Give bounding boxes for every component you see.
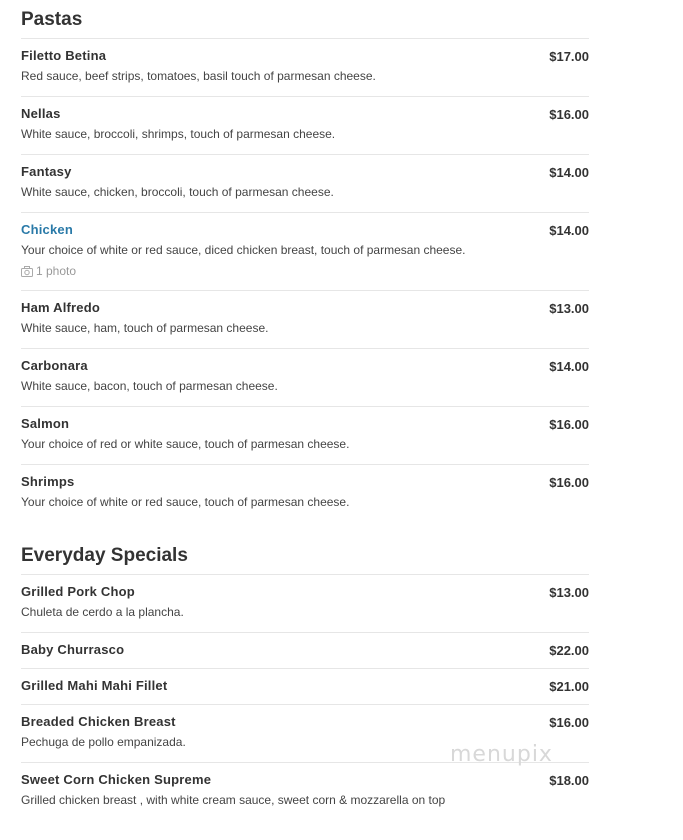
item-description: Grilled chicken breast , with white cream sauce, sweet corn & mozzarella on top: [21, 793, 446, 807]
section-title: Pastas: [21, 9, 83, 30]
menu-item: [21, 96, 589, 154]
item-name: Breaded Chicken Breast: [21, 714, 176, 729]
item-price: $18.00: [549, 773, 589, 788]
item-description: White sauce, bacon, touch of parmesan cheese.: [21, 379, 278, 393]
item-price: $16.00: [549, 715, 589, 730]
item-price: $21.00: [549, 679, 589, 694]
item-price: $13.00: [549, 585, 589, 600]
item-name: Nellas: [21, 106, 61, 121]
item-price: $16.00: [549, 417, 589, 432]
menu-item: [21, 154, 589, 212]
item-name: Grilled Mahi Mahi Fillet: [21, 678, 168, 693]
menu-item: [21, 348, 589, 406]
item-description: Your choice of white or red sauce, diced chicken breast, touch of parmesan cheese.: [21, 243, 466, 257]
menu-item: [21, 290, 589, 348]
menu-item: [21, 212, 589, 290]
item-price: $13.00: [549, 301, 589, 316]
item-name: Fantasy: [21, 164, 72, 179]
item-description: Your choice of white or red sauce, touch of parmesan cheese.: [21, 495, 350, 509]
menu-item: [21, 406, 589, 464]
item-name: Salmon: [21, 416, 70, 431]
item-description: Pechuga de pollo empanizada.: [21, 735, 186, 749]
photo-count-link[interactable]: [21, 263, 589, 279]
menu-item: [21, 574, 589, 632]
item-price: $16.00: [549, 107, 589, 122]
menupix-watermark: menupix: [450, 742, 553, 767]
section-title: Everyday Specials: [21, 545, 188, 566]
photo-count-label: 1 photo: [36, 264, 77, 278]
menu-item: [21, 38, 589, 96]
item-description: White sauce, chicken, broccoli, touch of parmesan cheese.: [21, 185, 334, 199]
item-name-link[interactable]: Chicken: [21, 222, 73, 237]
item-name: Shrimps: [21, 474, 75, 489]
menu: [21, 0, 589, 820]
menu-item: [21, 632, 589, 668]
item-price: $14.00: [549, 223, 589, 238]
item-price: $17.00: [549, 49, 589, 64]
item-price: $14.00: [549, 359, 589, 374]
item-price: $16.00: [549, 475, 589, 490]
camera-icon: [21, 266, 33, 277]
item-name: Filetto Betina: [21, 48, 107, 63]
item-name: Carbonara: [21, 358, 88, 373]
item-name: Baby Churrasco: [21, 642, 125, 657]
item-description: Your choice of red or white sauce, touch of parmesan cheese.: [21, 437, 350, 451]
item-description: Red sauce, beef strips, tomatoes, basil touch of parmesan cheese.: [21, 69, 376, 83]
item-price: $22.00: [549, 643, 589, 658]
item-name: Grilled Pork Chop: [21, 584, 135, 599]
menu-item: [21, 464, 589, 522]
section-everyday-specials: [21, 522, 589, 820]
item-description: White sauce, ham, touch of parmesan cheese.: [21, 321, 269, 335]
menu-item: [21, 762, 589, 820]
menu-item: [21, 668, 589, 704]
section-pastas: [21, 0, 589, 522]
item-description: White sauce, broccoli, shrimps, touch of parmesan cheese.: [21, 127, 336, 141]
item-description: Chuleta de cerdo a la plancha.: [21, 605, 184, 619]
item-name: Ham Alfredo: [21, 300, 101, 315]
item-name: Sweet Corn Chicken Supreme: [21, 772, 212, 787]
item-price: $14.00: [549, 165, 589, 180]
